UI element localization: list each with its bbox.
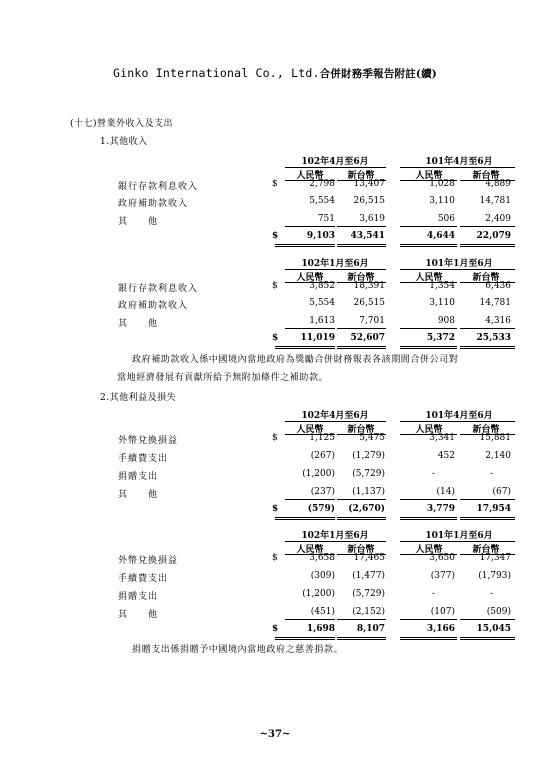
cell-twd-current: 26,515 [353, 298, 385, 308]
period-header-prior: 101年1月至6月 [425, 531, 493, 541]
row-label: 其 他 [118, 490, 159, 500]
row-label: 其 他 [118, 217, 159, 227]
table-row [115, 571, 515, 587]
row-label: 銀行存款利息收入 [118, 284, 199, 294]
cell-rmb-prior: 3,110 [429, 196, 455, 206]
cell-twd-prior: (67) [492, 487, 511, 497]
period-header-current: 102年1月至6月 [301, 531, 369, 541]
cell-rmb-current: 1,613 [309, 316, 335, 326]
table-row [115, 607, 515, 623]
cell-twd-prior: 14,781 [479, 196, 511, 206]
period-header-prior: 101年4月至6月 [425, 411, 493, 421]
total-double-rule [400, 517, 457, 520]
total-double-rule [337, 637, 386, 640]
dollar-sign: $ [272, 231, 279, 241]
report-title-subtitle: 合併財務季報告附註(續) [319, 68, 437, 80]
table-row [115, 298, 515, 314]
dollar-sign: $ [272, 433, 278, 443]
total-double-rule [460, 346, 515, 349]
cell-rmb-prior: (14) [436, 487, 455, 497]
subtotal-rule [400, 499, 457, 500]
subtotal-rule [337, 226, 386, 227]
cell-twd-current: 17,465 [353, 553, 385, 563]
total-double-rule [460, 637, 515, 640]
subtotal-rule [400, 619, 457, 620]
total-double-rule [460, 517, 515, 520]
cell-twd-current: (1,477) [352, 571, 385, 581]
cell-rmb-prior: 506 [437, 214, 455, 224]
row-label: 外幣兌換損益 [118, 556, 179, 566]
table-row [115, 196, 515, 212]
cell-twd-current: 7,701 [359, 316, 385, 326]
other-gains-heading: 2.其他利益及損失 [100, 393, 177, 403]
cell-rmb-prior: 452 [437, 451, 455, 461]
subtotal-rule [337, 328, 386, 329]
row-label: 政府補助款收入 [118, 301, 189, 311]
total-rmb-current: 9,103 [306, 231, 335, 241]
dollar-sign: $ [272, 504, 279, 514]
total-twd-current: 52,607 [350, 333, 385, 343]
section-heading: (十七)營業外收入及支出 [70, 119, 174, 129]
table-row [115, 469, 515, 485]
cell-rmb-prior: 908 [437, 316, 455, 326]
total-double-rule [337, 346, 386, 349]
cell-twd-current: 26,515 [353, 196, 385, 206]
row-label: 其 他 [118, 319, 159, 329]
table-row [115, 316, 515, 332]
dollar-sign: $ [272, 333, 279, 343]
total-twd-current: 43,541 [350, 231, 385, 241]
total-double-rule [400, 244, 457, 247]
dollar-sign: $ [272, 179, 278, 189]
col-header-rmb: 人民幣 [296, 425, 324, 435]
row-label: 外幣兌換損益 [118, 436, 179, 446]
other-income-heading: 1.其他收入 [100, 137, 148, 147]
col-header-twd: 新台幣 [347, 171, 375, 181]
subtotal-rule [460, 499, 515, 500]
table-row [115, 451, 515, 467]
subtotal-rule [460, 619, 515, 620]
total-double-rule [275, 637, 335, 640]
cell-twd-prior: (509) [486, 607, 511, 617]
col-header-twd: 新台幣 [347, 425, 375, 435]
total-double-rule [275, 244, 335, 247]
row-label: 銀行存款利息收入 [118, 182, 199, 192]
period-header-current: 102年4月至6月 [301, 411, 369, 421]
table-row [115, 214, 515, 230]
total-twd-current: 8,107 [356, 624, 385, 634]
cell-twd-prior: (1,793) [478, 571, 511, 581]
period-header-current: 102年4月至6月 [301, 157, 369, 167]
cell-twd-prior: 4,316 [485, 316, 511, 326]
cell-rmb-prior: 3,650 [429, 553, 455, 563]
col-header-rmb: 人民幣 [415, 545, 443, 555]
total-double-rule [275, 517, 335, 520]
col-header-twd: 新台幣 [472, 273, 500, 283]
cell-rmb-current: 3,658 [309, 553, 335, 563]
report-title [0, 66, 550, 81]
cell-twd-current: 13,407 [353, 179, 385, 189]
table-row [115, 589, 515, 605]
col-header-rmb: 人民幣 [296, 171, 324, 181]
subtotal-rule [337, 499, 386, 500]
subtotal-rule [285, 499, 335, 500]
col-header-twd: 新台幣 [472, 425, 500, 435]
government-grant-note-line1: 政府補助款收入係中國境內當地政府為獎勵合併財務報表各該期間合併公司對 [132, 355, 459, 365]
cell-rmb-current: (1,200) [302, 589, 335, 599]
report-title-company: Ginko International Co., Ltd. [113, 66, 320, 80]
cell-twd-prior: - [489, 589, 493, 599]
cell-rmb-prior: 3,110 [429, 298, 455, 308]
cell-rmb-current: 5,554 [309, 298, 335, 308]
cell-rmb-current: 5,554 [309, 196, 335, 206]
table-row [115, 433, 515, 449]
dollar-sign: $ [272, 624, 279, 634]
table-row [115, 487, 515, 503]
total-double-rule [337, 517, 386, 520]
subtotal-rule [285, 226, 335, 227]
table-row [115, 281, 515, 297]
total-rmb-current: (579) [307, 504, 335, 514]
table-row [115, 179, 515, 195]
col-header-twd: 新台幣 [472, 545, 500, 555]
subtotal-rule [460, 226, 515, 227]
col-header-rmb: 人民幣 [296, 273, 324, 283]
subtotal-rule [460, 328, 515, 329]
cell-twd-current: (2,152) [352, 607, 385, 617]
cell-rmb-current: 2,798 [309, 179, 335, 189]
cell-twd-prior: 14,781 [479, 298, 511, 308]
subtotal-rule [400, 226, 457, 227]
cell-twd-current: (5,729) [352, 469, 385, 479]
cell-rmb-current: 751 [317, 214, 335, 224]
dollar-sign: $ [272, 281, 278, 291]
period-header-current: 102年1月至6月 [301, 259, 369, 269]
cell-twd-current: (1,137) [352, 487, 385, 497]
col-header-twd: 新台幣 [472, 171, 500, 181]
cell-rmb-prior: 1,028 [429, 179, 455, 189]
cell-rmb-current: (451) [310, 607, 335, 617]
subtotal-rule [337, 619, 386, 620]
total-double-rule [460, 244, 515, 247]
cell-rmb-current: (1,200) [302, 469, 335, 479]
cell-twd-prior: 15,881 [479, 433, 511, 443]
period-header-prior: 101年1月至6月 [425, 259, 493, 269]
total-twd-prior: 22,079 [476, 231, 511, 241]
cell-twd-prior: 17,347 [479, 553, 511, 563]
cell-rmb-prior: (377) [430, 571, 455, 581]
total-twd-current: (2,670) [348, 504, 385, 514]
cell-twd-prior: - [489, 469, 493, 479]
dollar-sign: $ [272, 553, 278, 563]
cell-twd-current: (5,729) [352, 589, 385, 599]
total-double-rule [400, 637, 457, 640]
row-label: 其 他 [118, 610, 159, 620]
government-grant-note-line2: 當地經濟發展有貢獻所給予無附加條件之補助款。 [117, 373, 329, 383]
cell-twd-current: 18,391 [353, 281, 385, 291]
cell-rmb-prior: - [431, 589, 435, 599]
col-header-twd: 新台幣 [347, 545, 375, 555]
col-header-rmb: 人民幣 [415, 273, 443, 283]
cell-rmb-prior: - [431, 469, 435, 479]
total-rmb-current: 11,019 [300, 333, 335, 343]
cell-rmb-current: 1,125 [309, 433, 335, 443]
total-rmb-prior: 5,372 [426, 333, 455, 343]
subtotal-rule [285, 328, 335, 329]
cell-rmb-current: (267) [310, 451, 335, 461]
cell-twd-prior: 2,140 [485, 451, 511, 461]
col-header-rmb: 人民幣 [296, 545, 324, 555]
total-double-rule [275, 346, 335, 349]
cell-rmb-prior: (107) [430, 607, 455, 617]
total-double-rule [400, 346, 457, 349]
cell-twd-current: 5,475 [359, 433, 385, 443]
row-label: 手續費支出 [118, 454, 169, 464]
row-label: 捐贈支出 [118, 472, 159, 482]
donation-note: 捐贈支出係捐贈予中國境內當地政府之慈善捐款。 [132, 645, 344, 655]
period-header-prior: 101年4月至6月 [425, 157, 493, 167]
col-header-rmb: 人民幣 [415, 425, 443, 435]
total-rmb-current: 1,698 [306, 624, 335, 634]
total-twd-prior: 25,533 [476, 333, 511, 343]
cell-rmb-current: 3,852 [309, 281, 335, 291]
page-number: ~37~ [259, 729, 291, 740]
cell-twd-prior: 6,436 [485, 281, 511, 291]
subtotal-rule [400, 328, 457, 329]
total-twd-prior: 15,045 [476, 624, 511, 634]
col-header-rmb: 人民幣 [415, 171, 443, 181]
table-row [115, 553, 515, 569]
subtotal-rule [285, 619, 335, 620]
col-header-twd: 新台幣 [347, 273, 375, 283]
total-rmb-prior: 3,166 [426, 624, 455, 634]
total-double-rule [337, 244, 386, 247]
cell-twd-prior: 2,409 [485, 214, 511, 224]
cell-rmb-prior: 3,341 [429, 433, 455, 443]
row-label: 捐贈支出 [118, 592, 159, 602]
cell-rmb-prior: 1,354 [429, 281, 455, 291]
cell-rmb-current: (309) [310, 571, 335, 581]
cell-twd-current: 3,619 [359, 214, 385, 224]
total-rmb-prior: 4,644 [426, 231, 455, 241]
cell-twd-current: (1,279) [352, 451, 385, 461]
row-label: 手續費支出 [118, 574, 169, 584]
row-label: 政府補助款收入 [118, 199, 189, 209]
total-twd-prior: 17,954 [476, 504, 511, 514]
cell-twd-prior: 4,889 [485, 179, 511, 189]
total-rmb-prior: 3,779 [426, 504, 455, 514]
cell-rmb-current: (237) [310, 487, 335, 497]
